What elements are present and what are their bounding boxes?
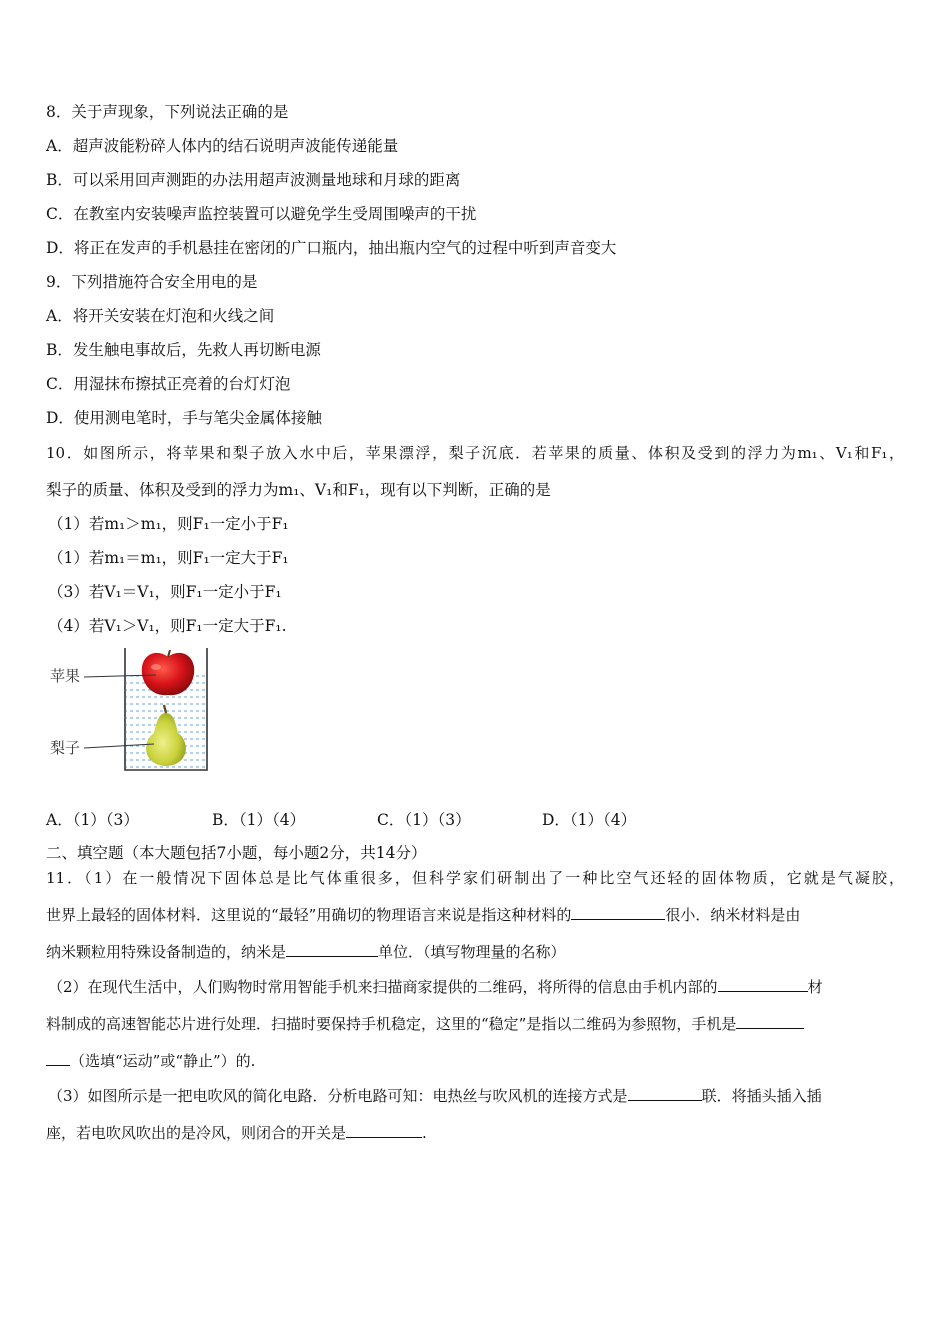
question-10-statement-4: （4）若V₁＞V₁，则F₁一定大于F₁. bbox=[48, 617, 287, 635]
question-9-stem: 9．下列措施符合安全用电的是 bbox=[46, 273, 258, 291]
question-11-p2-line1 bbox=[48, 977, 904, 997]
question-9-option-b[interactable]: B．发生触电事故后，先救人再切断电源 bbox=[46, 341, 321, 359]
section-2-title: 二、填空题（本大题包括7小题，每小题2分，共14分） bbox=[46, 844, 427, 862]
question-11-p1-line2 bbox=[46, 905, 904, 925]
question-11-p1-line3-text-a: 纳米颗粒用特殊设备制造的，纳米是 bbox=[46, 943, 287, 961]
question-11-p3-line2-text-b: . bbox=[422, 1124, 427, 1142]
question-9-option-c[interactable]: C．用湿抹布擦拭正亮着的台灯灯泡 bbox=[46, 375, 291, 393]
apple-label: 苹果 bbox=[50, 667, 81, 685]
question-8-option-c[interactable]: C．在教室内安装噪声监控装置可以避免学生受周围噪声的干扰 bbox=[46, 205, 477, 223]
question-11-p1-line2-text-a: 世界上最轻的固体材料．这里说的“最轻”用确切的物理语言来说是指这种材料的 bbox=[46, 906, 572, 924]
apple-pear-figure bbox=[46, 645, 216, 775]
question-8-option-d[interactable]: D．将正在发声的手机悬挂在密闭的广口瓶内，抽出瓶内空气的过程中听到声音变大 bbox=[46, 239, 617, 257]
question-11-p3-line1 bbox=[48, 1086, 904, 1106]
question-11-p2-line2 bbox=[46, 1014, 904, 1034]
question-10-stem-line1: 10．如图所示，将苹果和梨子放入水中后，苹果漂浮，梨子沉底．若苹果的质量、体积及受到的浮力为m₁、V₁和F₁， bbox=[46, 444, 904, 462]
question-11-p1-line3-text-b: 单位．（填写物理量的名称） bbox=[378, 943, 566, 961]
question-10-statement-2: （1）若m₁＝m₁，则F₁一定大于F₁ bbox=[48, 549, 289, 567]
answer-blank-connection-type[interactable] bbox=[628, 1086, 702, 1101]
question-10-option-c[interactable]: C．（1）（3） bbox=[377, 811, 471, 829]
answer-blank-motion-state-cont[interactable] bbox=[46, 1051, 70, 1066]
question-8-option-a[interactable]: A．超声波能粉碎人体内的结石说明声波能传递能量 bbox=[46, 137, 399, 155]
question-11-p1-line2-text-b: 很小．纳米材料是由 bbox=[665, 906, 801, 924]
question-11-p2-line2-text: 料制成的高速智能芯片进行处理．扫描时要保持手机稳定，这里的“稳定”是指以二维码为参照物，手机是 bbox=[46, 1015, 737, 1033]
question-11-p2-line1-text-a: （2）在现代生活中，人们购物时常用智能手机来扫描商家提供的二维码，将所得的信息由手机内部的 bbox=[48, 978, 718, 996]
question-9-option-d[interactable]: D．使用测电笔时，手与笔尖金属体接触 bbox=[46, 409, 322, 427]
answer-blank-switch[interactable] bbox=[346, 1123, 422, 1138]
question-11-p2-line3-text: （选填“运动”或“静止”）的. bbox=[70, 1052, 256, 1070]
answer-blank-chip-material[interactable] bbox=[718, 977, 808, 992]
question-10-statement-3: （3）若V₁＝V₁，则F₁一定小于F₁ bbox=[48, 583, 282, 601]
question-11-p3-line2-text-a: 座，若电吹风吹出的是冷风，则闭合的开关是 bbox=[46, 1124, 347, 1142]
answer-blank-nanometer-unit[interactable] bbox=[286, 942, 378, 957]
question-8-option-b[interactable]: B．可以采用回声测距的办法用超声波测量地球和月球的距离 bbox=[46, 171, 461, 189]
answer-blank-motion-state[interactable] bbox=[736, 1014, 804, 1029]
answer-blank-density[interactable] bbox=[571, 905, 665, 920]
question-10-option-a[interactable]: A．（1）（3） bbox=[46, 811, 139, 829]
question-11-p1-line3 bbox=[46, 942, 904, 962]
question-11-p3-line2 bbox=[46, 1123, 904, 1143]
question-11-p1-line1: 11．（1）在一般情况下固体总是比气体重很多，但科学家们研制出了一种比空气还轻的固体物质，它就是气凝胶， bbox=[46, 869, 904, 887]
pear-label: 梨子 bbox=[50, 739, 81, 757]
question-9-option-a[interactable]: A．将开关安装在灯泡和火线之间 bbox=[46, 307, 275, 325]
question-11-p2-line3 bbox=[46, 1051, 904, 1071]
question-11-p2-line1-text-b: 材 bbox=[807, 978, 823, 996]
question-10-stem-line2: 梨子的质量、体积及受到的浮力为m₁、V₁和F₁，现有以下判断，正确的是 bbox=[46, 481, 551, 499]
question-11-p3-line1-text-a: （3）如图所示是一把电吹风的简化电路．分析电路可知：电热丝与吹风机的连接方式是 bbox=[48, 1087, 628, 1105]
question-10-statement-1: （1）若m₁＞m₁，则F₁一定小于F₁ bbox=[48, 515, 289, 533]
question-10-option-b[interactable]: B．（1）（4） bbox=[212, 811, 306, 829]
apple-shape bbox=[142, 650, 194, 695]
question-8-stem: 8．关于声现象，下列说法正确的是 bbox=[46, 103, 289, 121]
question-11-p3-line1-text-b: 联．将插头插入插 bbox=[701, 1087, 822, 1105]
question-10-option-d[interactable]: D．（1）（4） bbox=[542, 811, 637, 829]
